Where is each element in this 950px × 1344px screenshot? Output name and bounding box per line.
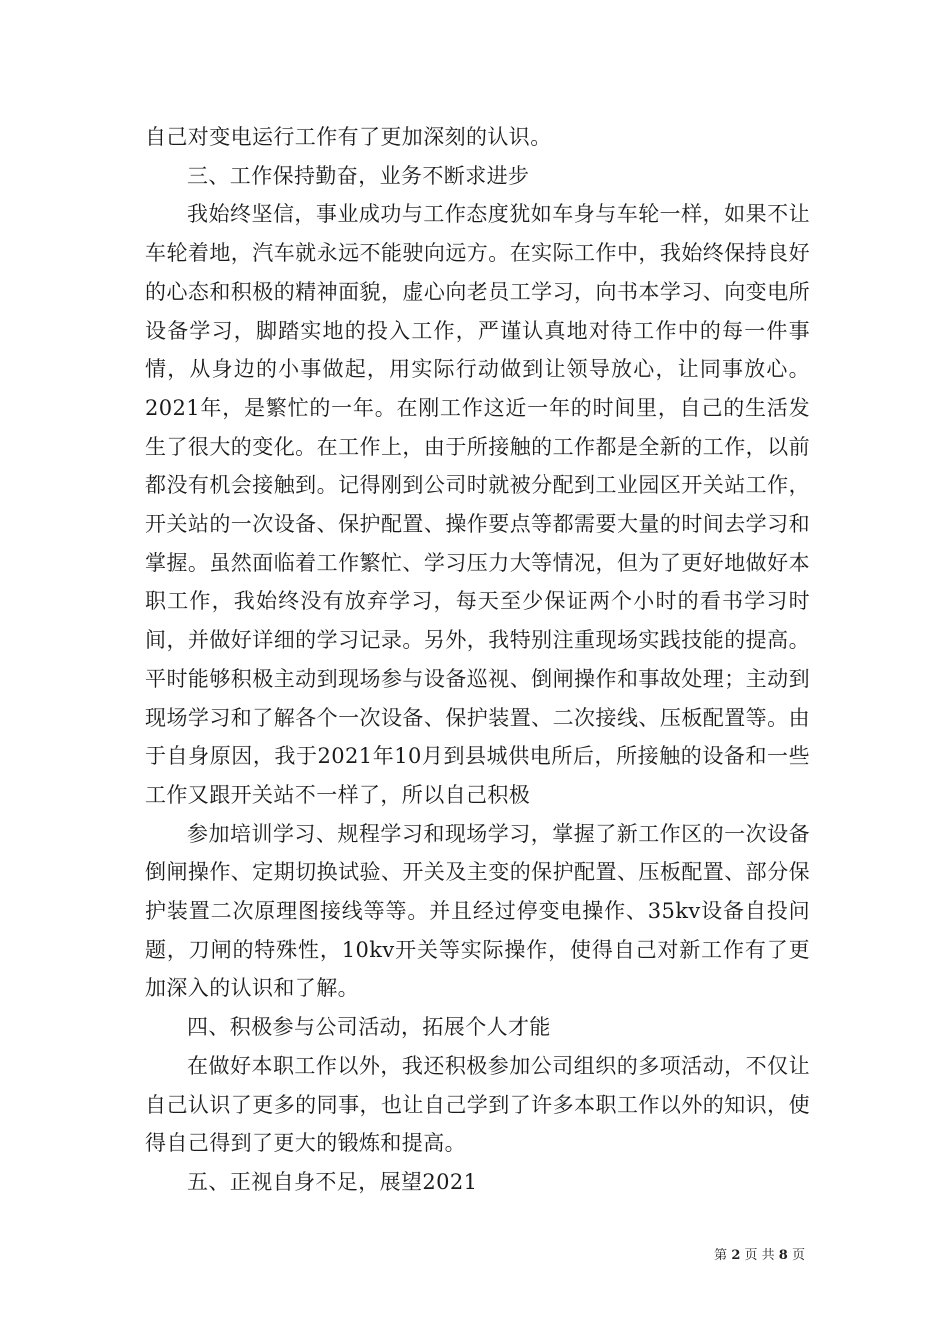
document-body xyxy=(145,118,810,1202)
footer-middle: 页 共 xyxy=(744,1248,775,1263)
page-number-footer xyxy=(714,1244,805,1263)
section-heading: 四、积极参与公司活动，拓展个人才能 xyxy=(187,1015,551,1040)
section-heading: 五、正视自身不足，展望2021 xyxy=(187,1169,478,1194)
paragraph-continuation: 自己对变电运行工作有了更加深刻的认识。 xyxy=(145,125,552,149)
body-paragraph: 我始终坚信，事业成功与工作态度犹如车身与车轮一样，如果不让车轮着地，汽车就永远不能驶向远方。在实际工作中，我始终保持良好的心态和积极的精神面貌，虚心向老员工学习，向书本学习、向变电所设备学习，脚踏实地的投入工作，严谨认真地对待工作中的每一件事情，从身边的小事做起，用实际行动做到让领导放心，让同事放心。2021年，是繁忙的一年。在刚工作这近一年的时间里，自己的生活发生了很大的变化。在工作上，由于所接触的工作都是全新的工作，以前都没有机会接触到。记得刚到公司时就被分配到工业园区开关站工作，开关站的一次设备、保护配置、操作要点等都需要大量的时间去学习和掌握。虽然面临着工作繁忙、学习压力大等情况，但为了更好地做好本职工作，我始终没有放弃学习，每天至少保证两个小时的看书学习时间，并做好详细的学习记录。另外，我特别注重现场实践技能的提高。平时能够积极主动到现场参与设备巡视、倒闸操作和事故处理；主动到现场学习和了解各个一次设备、保护装置、二次接线、压板配置等。由于自身原因，我于2021年10月到县城供电所后，所接触的设备和一些工作又跟开关站不一样了，所以自己积极 xyxy=(145,202,810,807)
total-page-number: 8 xyxy=(778,1248,788,1263)
section-heading: 三、工作保持勤奋，业务不断求进步 xyxy=(187,163,530,188)
body-paragraph: 在做好本职工作以外，我还积极参加公司组织的多项活动，不仅让自己认识了更多的同事，也让自己学到了许多本职工作以外的知识，使得自己得到了更大的锻炼和提高。 xyxy=(145,1053,810,1156)
footer-suffix: 页 xyxy=(791,1248,805,1263)
body-paragraph: 参加培训学习、规程学习和现场学习，掌握了新工作区的一次设备倒闸操作、定期切换试验、开关及主变的保护配置、压板配置、部分保护装置二次原理图接线等等。并且经过停变电操作、35kv设备自投问题，刀闸的特殊性，10kv开关等实际操作，使得自己对新工作有了更加深入的认识和了解。 xyxy=(145,821,810,1001)
footer-prefix: 第 xyxy=(714,1248,728,1263)
current-page-number: 2 xyxy=(731,1248,741,1263)
